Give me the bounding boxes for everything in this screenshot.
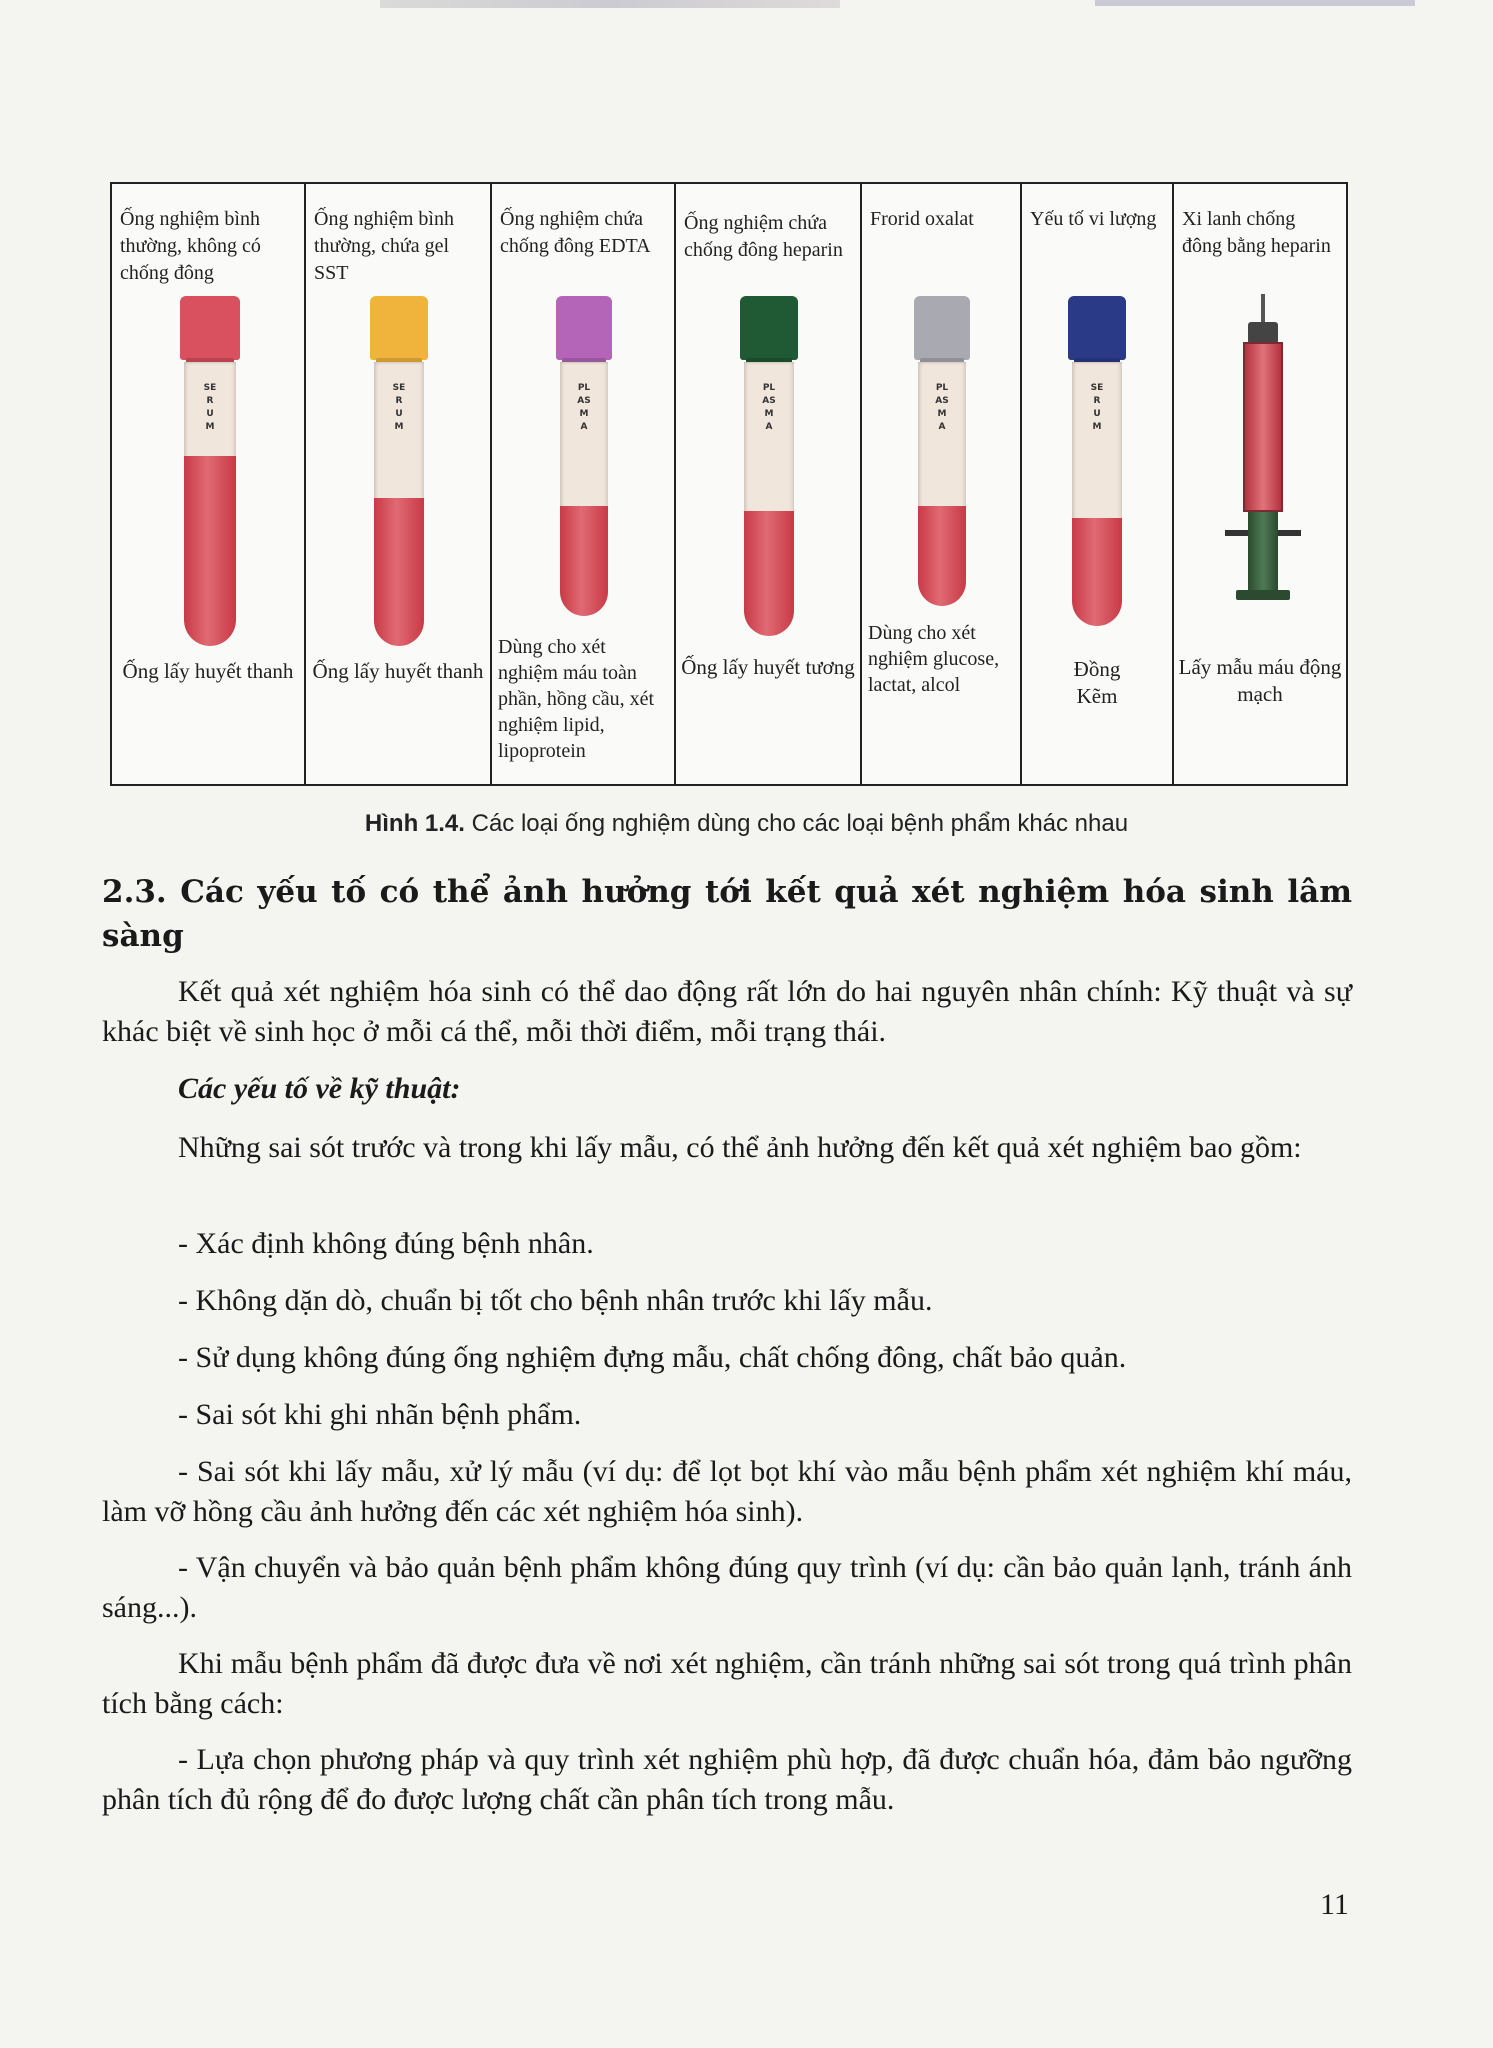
tube-type-label: Ống nghiệm bình thường, chứa gel SST: [314, 208, 454, 284]
green-top-tube: [740, 296, 798, 636]
tube-use-label: Dùng cho xét nghiệm máu toàn phần, hồng cầu, xét nghiệm lipid, lipoprotein: [498, 636, 655, 762]
tube-use-label: Ống lấy huyết tương: [681, 655, 855, 679]
tube-use-label: Lấy mẫu máu động mạch: [1178, 655, 1342, 706]
tube-use-label: Đồng Kẽm: [1073, 657, 1121, 708]
tube-column: [112, 184, 306, 784]
intro-paragraph: Kết quả xét nghiệm hóa sinh có thể dao động rất lớn do hai nguyên nhân chính: Kỹ thuật và sự khác biệt về sinh học ở mỗi cá thể, mỗi thời điểm, mỗi trạng thái.: [102, 975, 1352, 1048]
analysis-intro-paragraph: Khi mẫu bệnh phẩm đã được đưa về nơi xét nghiệm, cần tránh những sai sót trong quá trình phân tích bằng cách:: [102, 1647, 1352, 1720]
tube-type-label: Xi lanh chống đông bằng heparin: [1182, 208, 1331, 257]
tube-label-text: SERUM: [1090, 383, 1104, 432]
tube-column: [1174, 184, 1346, 784]
figure-tube-table: [110, 182, 1348, 786]
page-number: 11: [1320, 1888, 1349, 1921]
figure-caption-text: Các loại ống nghiệm dùng cho các loại bệnh phẩm khác nhau: [464, 810, 1129, 837]
tube-column: [1022, 184, 1174, 784]
lavender-top-tube: [556, 296, 612, 616]
tube-label-text: PLASMA: [762, 383, 776, 432]
tube-use-label: Ống lấy huyết thanh: [312, 659, 484, 683]
list-item: - Sai sót khi ghi nhãn bệnh phẩm.: [178, 1398, 582, 1431]
tube-label-text: SERUM: [203, 383, 217, 432]
scan-artifact: [380, 0, 840, 8]
tube-type-label: Ống nghiệm chứa chống đông heparin: [684, 212, 843, 261]
heparin-syringe: [1218, 294, 1308, 604]
tube-use-label: Ống lấy huyết thanh: [122, 659, 294, 683]
section-heading: 2.3. Các yếu tố có thể ảnh hưởng tới kết quả xét nghiệm hóa sinh lâm sàng: [102, 874, 1352, 954]
tube-type-label: Ống nghiệm bình thường, không có chống đông: [120, 208, 261, 284]
list-item: - Xác định không đúng bệnh nhân.: [178, 1227, 594, 1260]
tube-column: [862, 184, 1022, 784]
tube-use-label: Dùng cho xét nghiệm glucose, lactat, alcol: [868, 622, 1000, 696]
tube-column: [306, 184, 492, 784]
list-item: - Sai sót khi lấy mẫu, xử lý mẫu (ví dụ: để lọt bọt khí vào mẫu bệnh phẩm xét nghiệm khí máu, làm vỡ hồng cầu ảnh hưởng đến các xét nghiệm hóa sinh).: [102, 1455, 1352, 1528]
figure-caption-label: Hình 1.4.: [364, 810, 465, 837]
tube-label-text: SERUM: [392, 383, 406, 432]
tube-label-text: PLASMA: [577, 383, 591, 432]
tube-column: [492, 184, 676, 784]
list-item: - Không dặn dò, chuẩn bị tốt cho bệnh nhân trước khi lấy mẫu.: [178, 1284, 933, 1317]
list-item: - Vận chuyển và bảo quản bệnh phẩm không đúng quy trình (ví dụ: cần bảo quản lạnh, tránh ánh sáng...).: [102, 1551, 1352, 1624]
tube-type-label: Frorid oxalat: [870, 208, 974, 230]
gold-top-tube: [370, 296, 428, 646]
tube-type-label: Ống nghiệm chứa chống đông EDTA: [500, 208, 651, 257]
figure-caption: [0, 810, 1493, 838]
list-item: - Lựa chọn phương pháp và quy trình xét nghiệm phù hợp, đã được chuẩn hóa, đảm bảo ngưỡng phân tích đủ rộng để đo được lượng chất cần phân tích trong mẫu.: [102, 1743, 1352, 1816]
scan-artifact: [1095, 0, 1415, 6]
errors-intro-paragraph: Những sai sót trước và trong khi lấy mẫu, có thể ảnh hưởng đến kết quả xét nghiệm bao gồm:: [178, 1131, 1302, 1164]
royal-blue-top-tube: [1068, 296, 1126, 626]
gray-top-tube: [914, 296, 970, 606]
tube-label-text: PLASMA: [935, 383, 949, 432]
tube-column: [676, 184, 862, 784]
tube-type-label: Yếu tố vi lượng: [1030, 208, 1157, 230]
red-top-tube: [180, 296, 240, 646]
subsection-heading: Các yếu tố về kỹ thuật:: [178, 1072, 461, 1105]
list-item: - Sử dụng không đúng ống nghiệm đựng mẫu, chất chống đông, chất bảo quản.: [178, 1341, 1127, 1374]
